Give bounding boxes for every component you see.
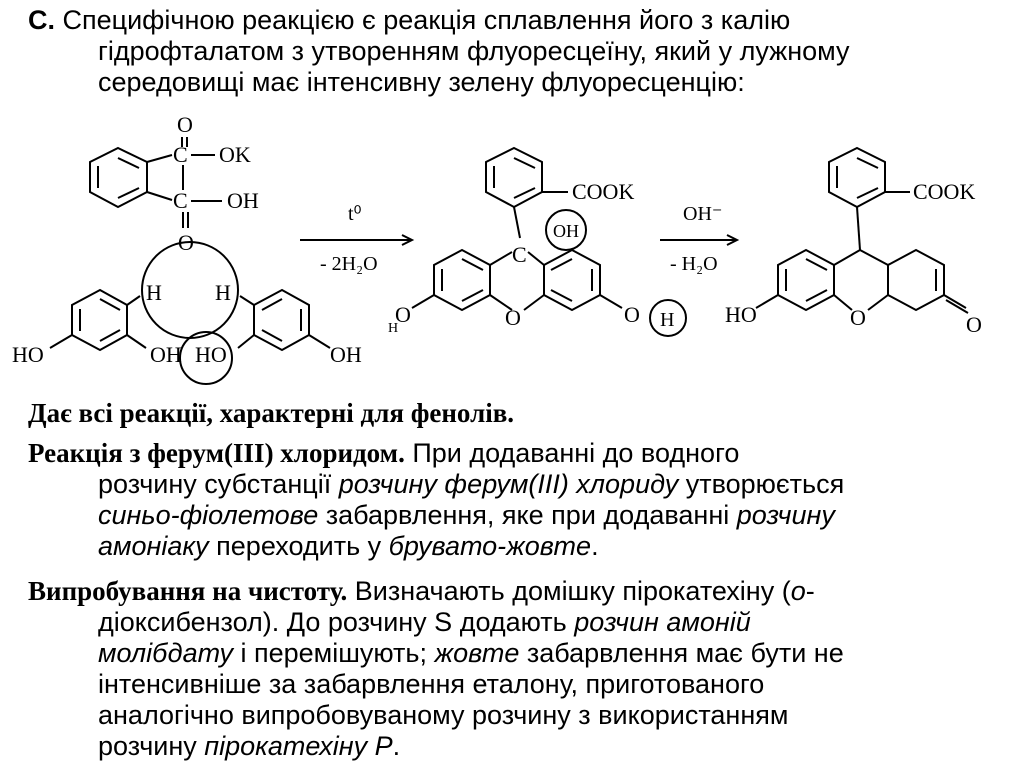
h-right-label: H	[215, 280, 231, 305]
prod-ketone-oxygen-label: O	[966, 312, 982, 337]
reaction-arrow-1	[300, 203, 412, 275]
phenol-reactions-paragraph	[28, 398, 998, 429]
ferric-line-4: амоніаку переходить у брувато-жовте.	[98, 531, 599, 561]
prod-ho-label: HO	[725, 302, 757, 327]
int-small-h-label: H	[388, 321, 399, 336]
ring-oxygen-label: O	[505, 305, 521, 330]
arrow2-bottom-label: - H₂O	[670, 253, 718, 275]
ferric-line-1: Реакція з ферум(ІІІ) хлоридом. При додаванні до водного	[28, 438, 740, 468]
purity-line-3: молібдату і перемішують; жовте забарвлення має бути не	[98, 638, 844, 668]
intermediate-structure	[388, 148, 686, 336]
reaction-scheme	[0, 100, 1024, 400]
oxygen-top-label: O	[177, 112, 193, 137]
oxygen-mid-label: O	[178, 230, 194, 255]
oh-left-ring-label: OH	[150, 342, 182, 367]
carbon-1-label: C	[173, 142, 188, 167]
purity-heading: Випробування на чистоту.	[28, 576, 348, 606]
oh-label: OH	[227, 188, 259, 213]
intro-line-2: гідрофталатом з утворенням флуоресцеїну, який у лужному	[98, 36, 850, 66]
ferric-line-3: синьо-фіолетове забарвлення, яке при додаванні розчину	[98, 500, 835, 530]
intro-paragraph	[28, 5, 998, 98]
arrow1-top-label: t⁰	[348, 203, 362, 225]
cook2-label: COOK	[913, 179, 976, 204]
arrow1-bottom-label: - 2H₂O	[320, 253, 378, 275]
purity-line-4: інтенсивніше за забарвлення еталону, приготованого	[98, 669, 765, 699]
fluorescein-structure	[725, 148, 982, 337]
ferric-line-2: розчину субстанції розчину ферум(ІІІ) хлориду утворюється	[98, 469, 845, 499]
ho-right-ring-label: HO	[195, 342, 227, 367]
carbon-2-label: C	[173, 188, 188, 213]
intro-line-1: С. Специфічною реакцією є реакція сплавлення його з калію	[28, 5, 791, 35]
reaction-arrow-2	[660, 203, 737, 275]
purity-line-1: Випробування на чистоту. Визначають домішку пірокатехіну (о-	[28, 576, 815, 606]
resorcinol-right	[195, 280, 362, 367]
cook1-label: COOK	[572, 179, 635, 204]
oh-circled-label: OH	[553, 221, 579, 241]
purity-test-paragraph	[28, 576, 998, 762]
ho-left-label: HO	[12, 342, 44, 367]
purity-line-6: розчину пірокатехіну Р.	[98, 731, 401, 761]
ferric-chloride-paragraph	[28, 438, 998, 562]
phenol-reactions-text: Дає всі реакції, характерні для фенолів.	[28, 398, 515, 428]
h-left-label: H	[146, 280, 162, 305]
int-left-oxygen-label: O	[395, 302, 411, 327]
central-carbon-label: C	[512, 242, 527, 267]
purity-line-2: діоксибензол). До розчину S додають розчин амоній	[98, 607, 751, 637]
oh-right-label: OH	[330, 342, 362, 367]
ok-label: OK	[219, 142, 251, 167]
ferric-heading: Реакція з ферум(ІІІ) хлоридом.	[28, 438, 405, 468]
arrow2-top-label: OH⁻	[683, 203, 723, 225]
prod-ring-oxygen-label: O	[850, 305, 866, 330]
int-right-oxygen-label: O	[624, 302, 640, 327]
purity-line-5: аналогічно випробовуваному розчину з використанням	[98, 700, 789, 730]
intro-line-3: середовищі має інтенсивну зелену флуоресценцію:	[98, 67, 745, 97]
h-circled-label: H	[660, 309, 675, 331]
section-label: С.	[28, 5, 55, 35]
